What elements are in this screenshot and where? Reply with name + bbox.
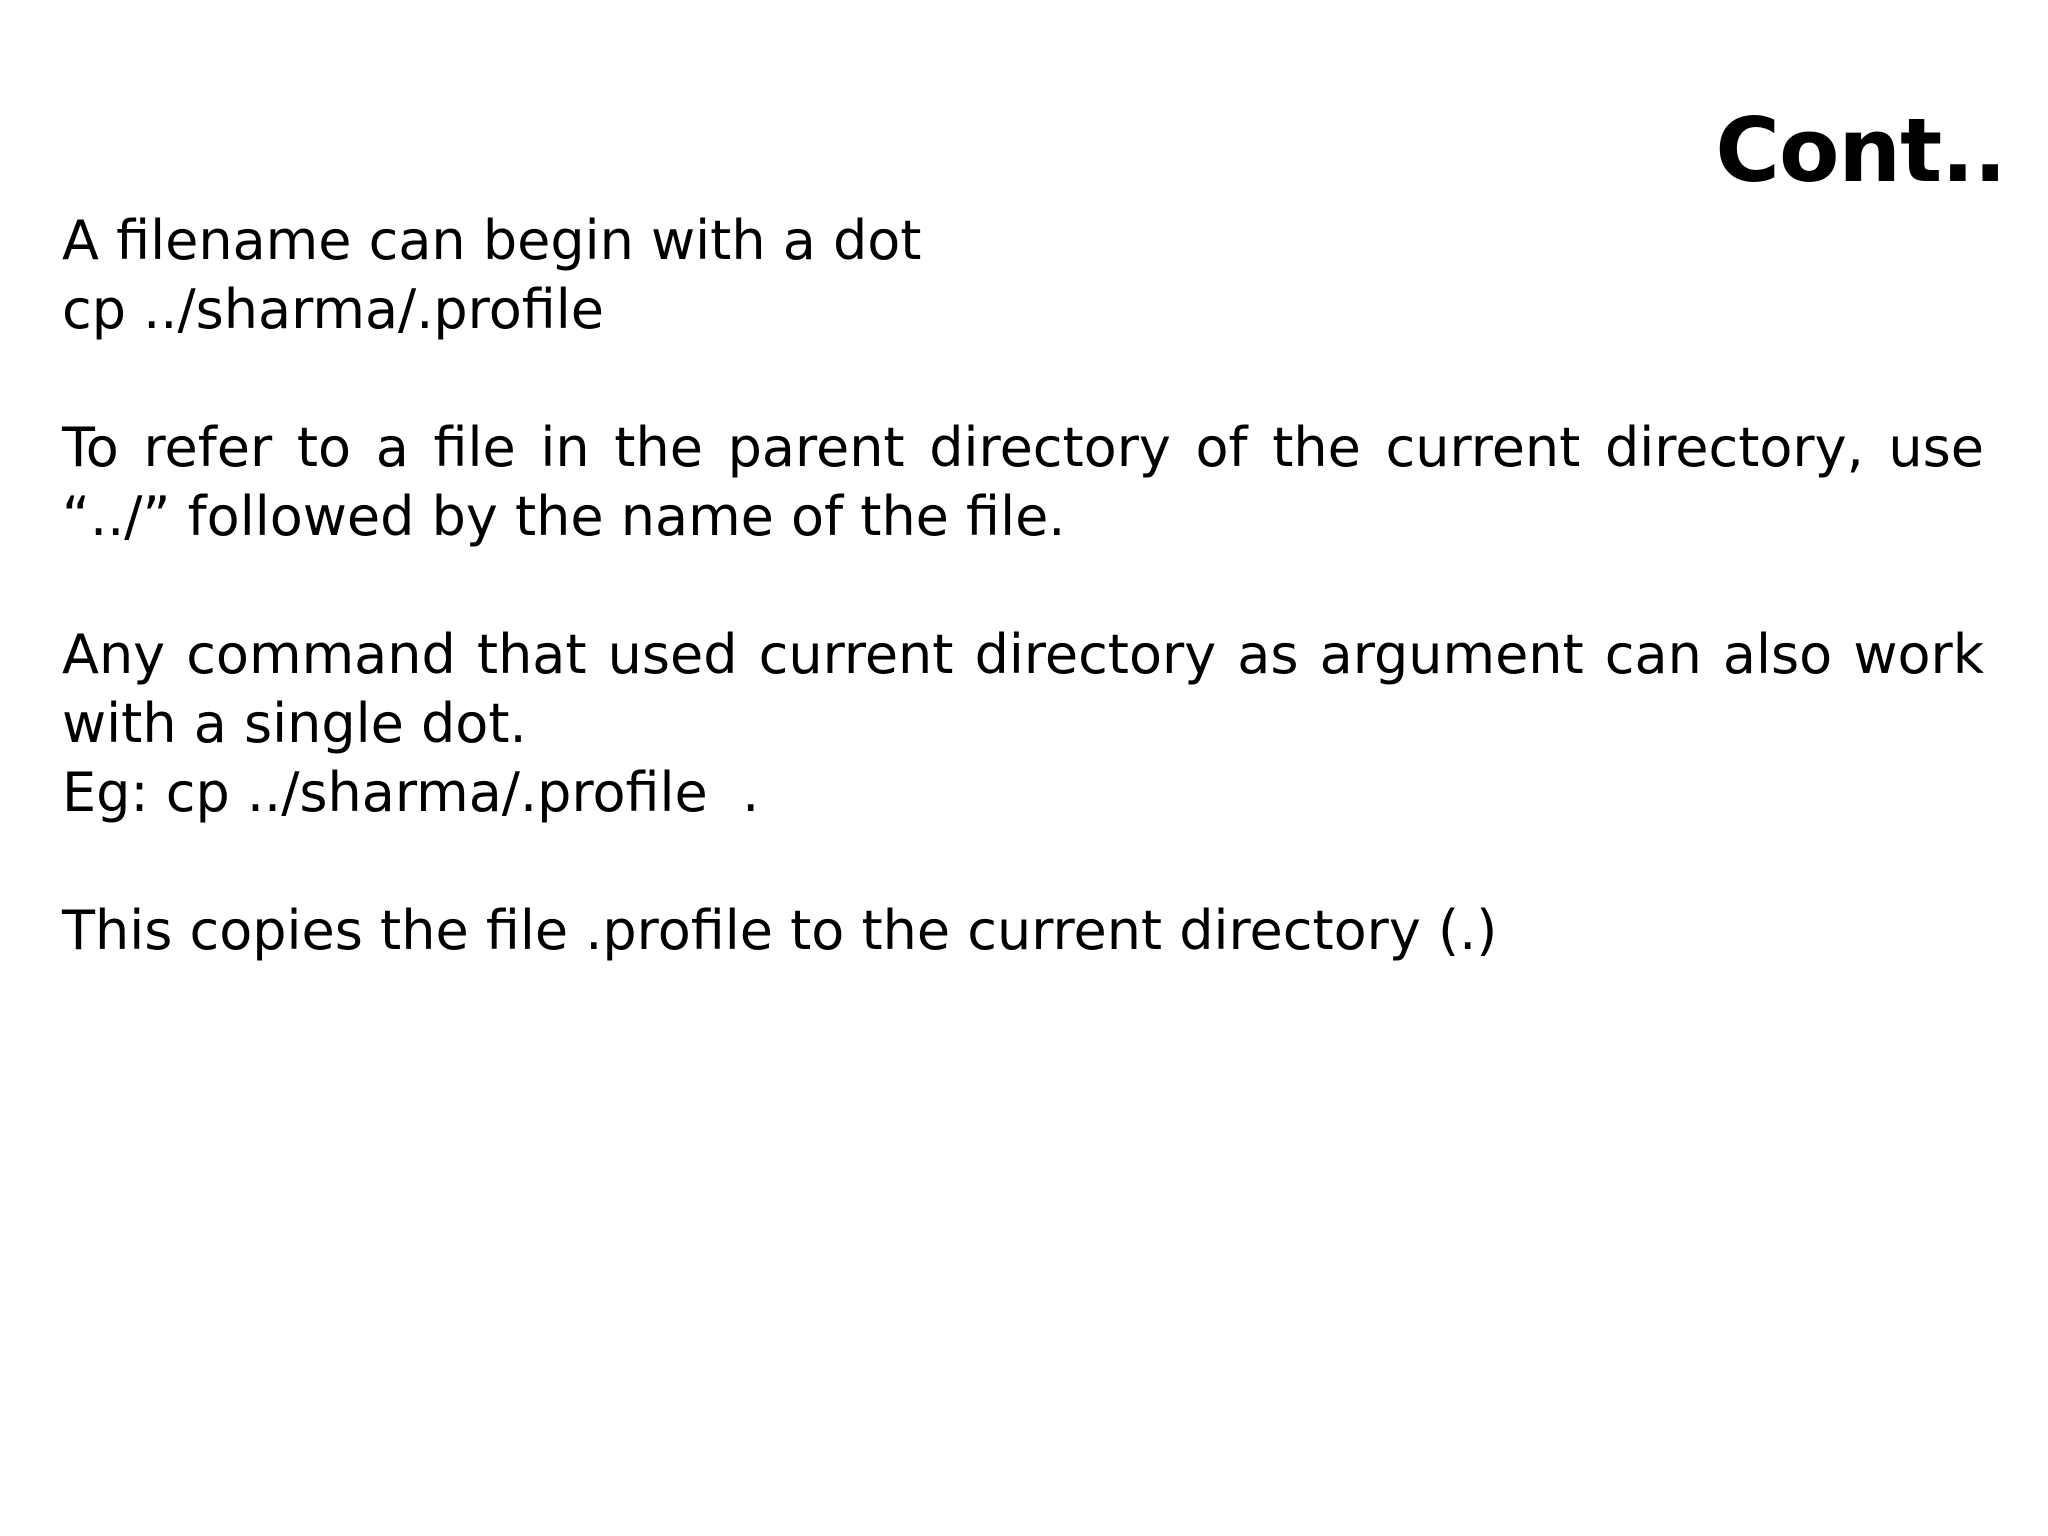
paragraph-parent-directory: To refer to a file in the parent directory of the current directory, use “../” followed by the name of the file.: [62, 416, 1984, 548]
text-line-filename-dot: A filename can begin with a dot: [62, 209, 922, 272]
slide-body: [62, 206, 1984, 965]
text-line-copies-explanation: This copies the file .profile to the current directory (.): [62, 899, 1498, 962]
text-line-example: Eg: cp ../sharma/.profile .: [62, 761, 760, 824]
paragraph-gap: [62, 827, 1984, 896]
paragraph-single-dot: Any command that used current directory as argument can also work with a single dot.: [62, 623, 1984, 755]
text-line-cp-command: cp ../sharma/.profile: [62, 278, 604, 341]
paragraph-gap: [62, 551, 1984, 620]
slide-title: Cont..: [1715, 99, 2006, 202]
paragraph-gap: [62, 344, 1984, 413]
